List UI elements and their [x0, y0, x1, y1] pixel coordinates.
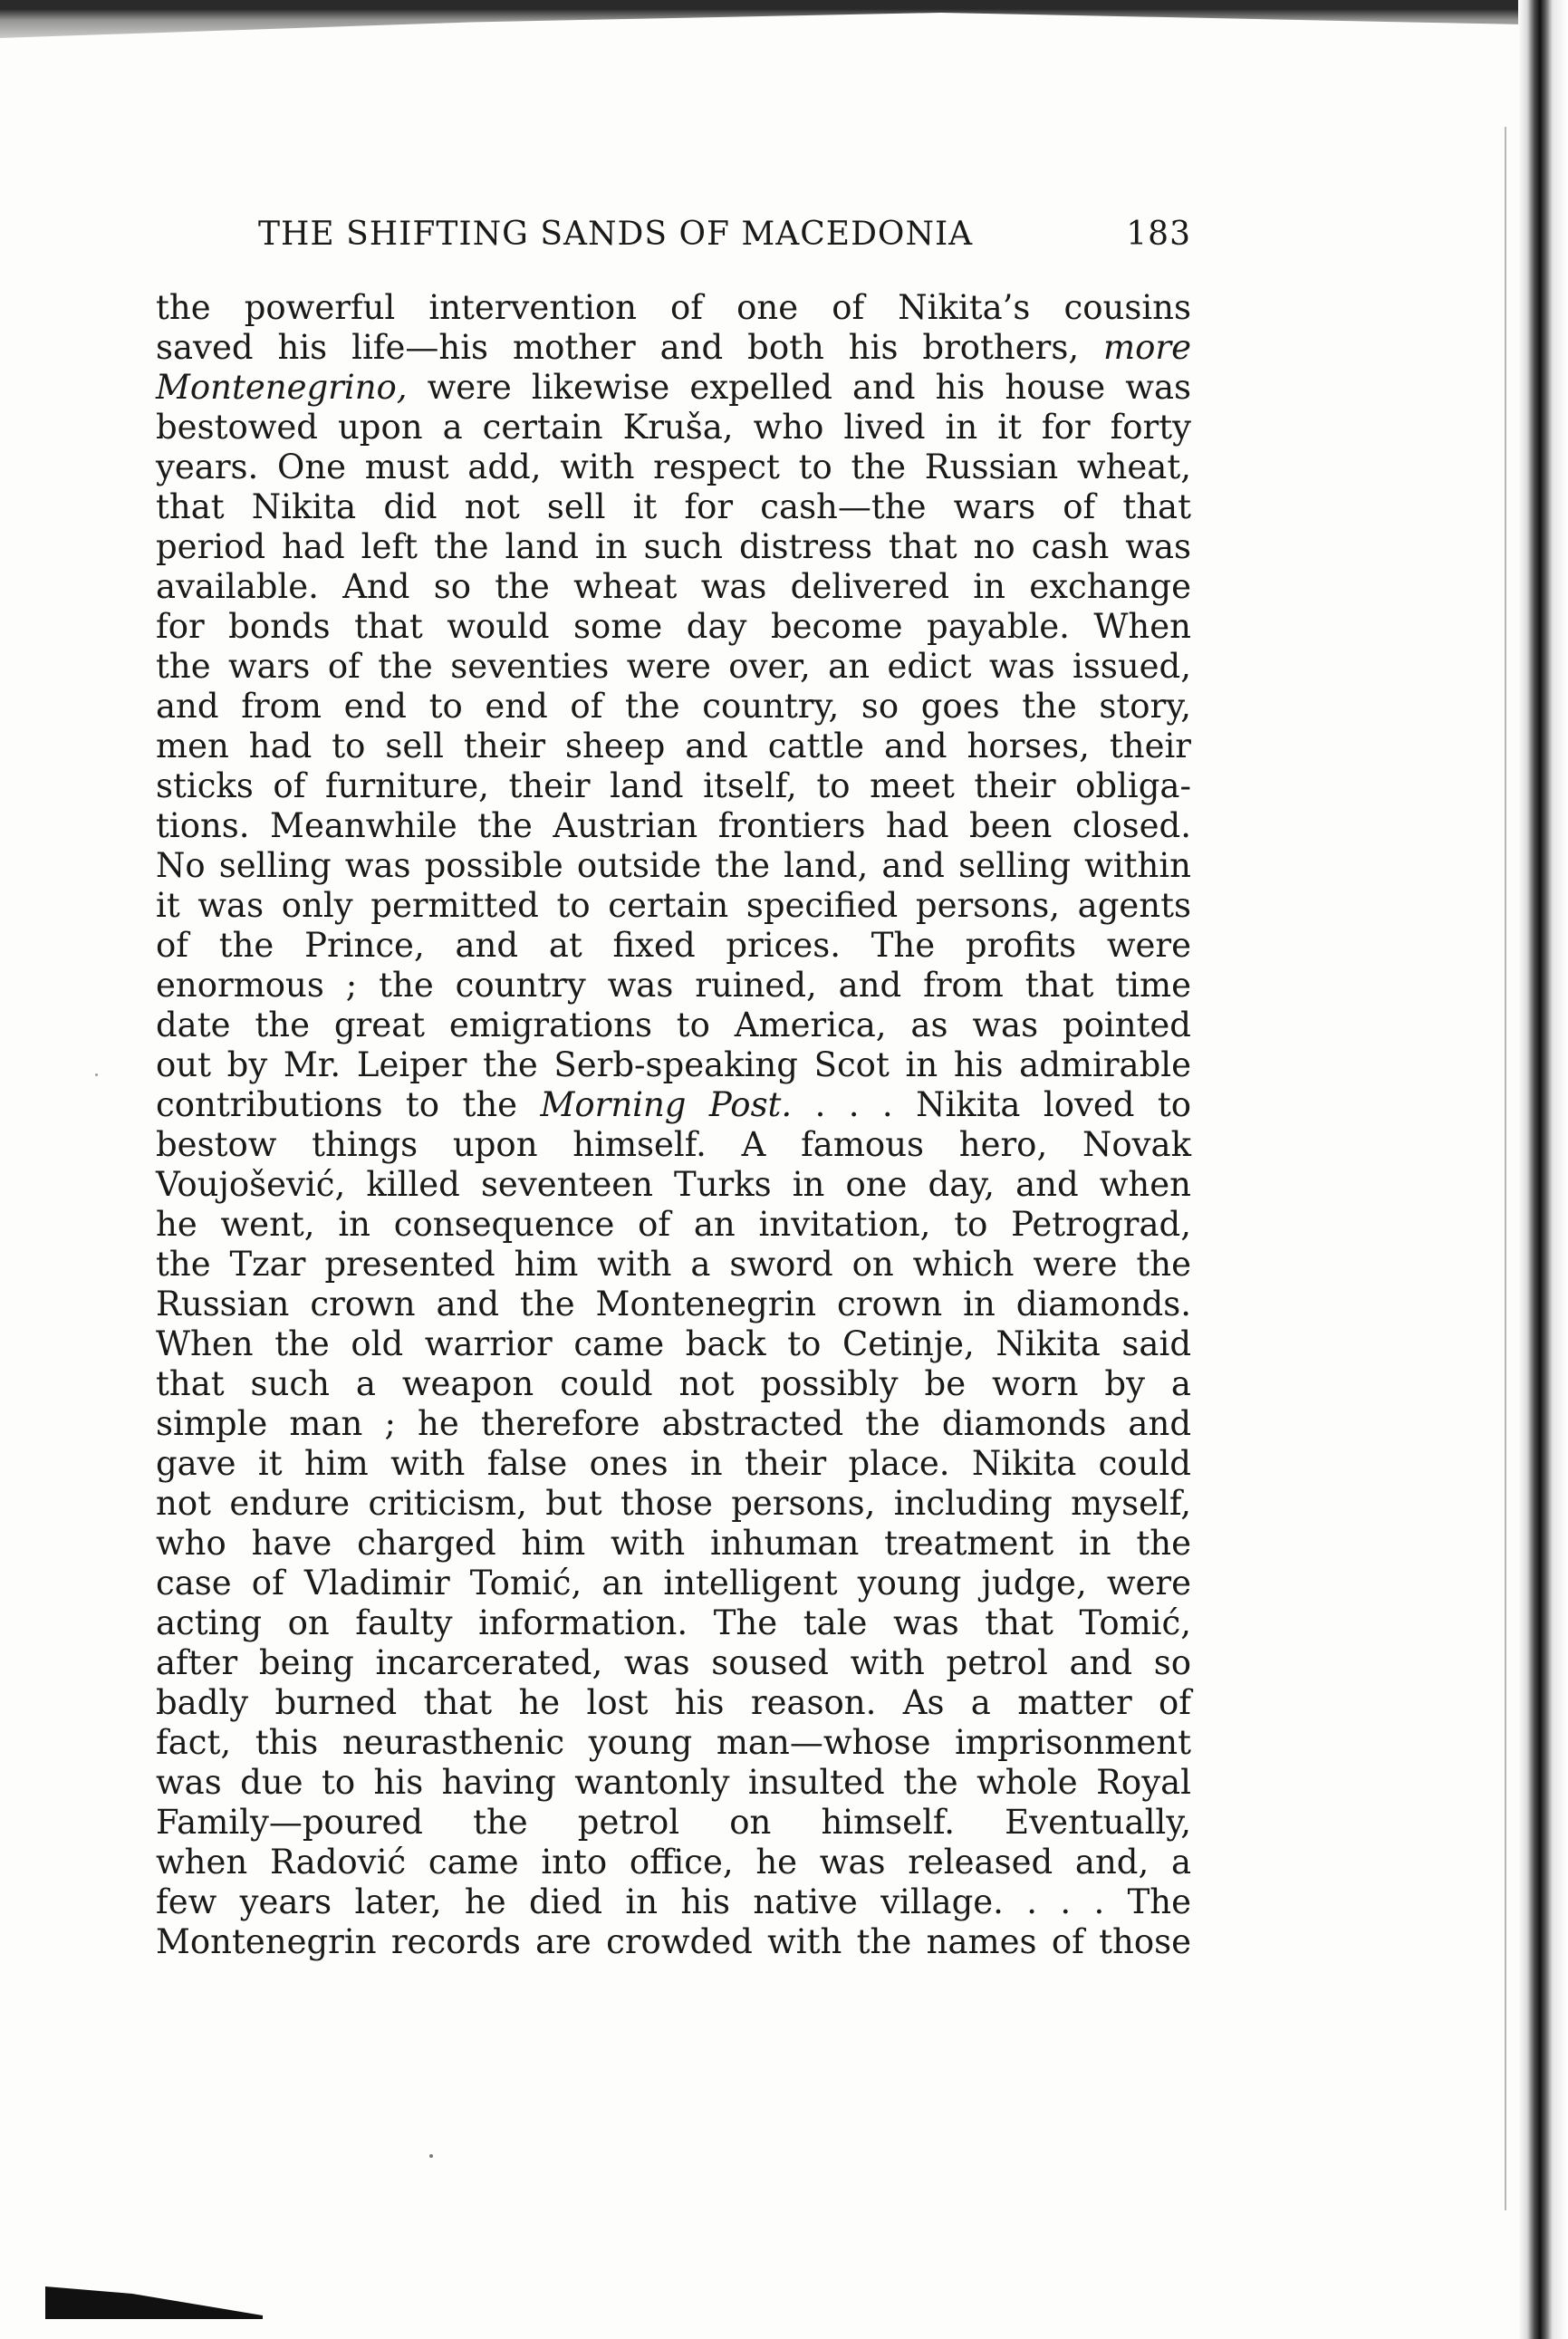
text-line: the Tzar presented him with a sword on which were the	[156, 1245, 1191, 1284]
text-line: was due to his having wantonly insulted the whole Royal	[156, 1763, 1191, 1802]
running-title: THE SHIFTING SANDS OF MACEDONIA	[258, 216, 974, 253]
scan-smudge	[45, 2283, 263, 2319]
speck	[95, 1073, 98, 1076]
page-edge-line	[1505, 127, 1506, 2210]
italic-phrase: Morning Post.	[540, 1085, 793, 1124]
binding-edge	[1518, 0, 1568, 2339]
text-line: available. And so the wheat was delivered in exchange	[156, 567, 1191, 606]
text-line: acting on faulty information. The tale was that Tomić,	[156, 1603, 1191, 1642]
text-line: simple man ; he therefore abstracted the diamonds and	[156, 1404, 1191, 1443]
page-number: 183	[1126, 216, 1191, 253]
text-line: tions. Meanwhile the Austrian frontiers had been closed.	[156, 806, 1191, 845]
text-line: Russian crown and the Montenegrin crown in diamonds.	[156, 1285, 1191, 1324]
running-header	[258, 216, 1191, 263]
text-line: for bonds that would some day become payable. When	[156, 607, 1191, 646]
speck	[429, 2154, 433, 2158]
text-line: it was only permitted to certain specified persons, agents	[156, 886, 1191, 925]
scan-shadow-top	[0, 0, 1568, 63]
text-line: When the old warrior came back to Cetinje, Nikita said	[156, 1324, 1191, 1363]
text-line: case of Vladimir Tomić, an intelligent young judge, were	[156, 1564, 1191, 1603]
text-line: Montenegrino, were likewise expelled and his house was	[156, 368, 1191, 407]
text-line: when Radović came into office, he was released and, a	[156, 1843, 1191, 1882]
text-line: badly burned that he lost his reason. As a matter of	[156, 1683, 1191, 1722]
text-line: the wars of the seventies were over, an edict was issued,	[156, 647, 1191, 686]
text-line: and from end to end of the country, so goes the story,	[156, 687, 1191, 726]
text-line: of the Prince, and at fixed prices. The profits were	[156, 926, 1191, 965]
text-line: bestow things upon himself. A famous hero, Novak	[156, 1125, 1191, 1164]
text-line: that such a weapon could not possibly be worn by a	[156, 1364, 1191, 1403]
text-line: out by Mr. Leiper the Serb-speaking Scot in his admirable	[156, 1045, 1191, 1084]
italic-phrase: Montenegrino,	[156, 368, 408, 407]
text-line: enormous ; the country was ruined, and from that time	[156, 966, 1191, 1005]
text-line: that Nikita did not sell it for cash—the wars of that	[156, 487, 1191, 526]
text-line: Family—poured the petrol on himself. Eventually,	[156, 1803, 1191, 1842]
body-text	[156, 288, 1191, 1962]
text-line: bestowed upon a certain Kruša, who lived in it for forty	[156, 408, 1191, 447]
text-line: the powerful intervention of one of Nikita’s cousins	[156, 288, 1191, 327]
text-line: gave it him with false ones in their place. Nikita could	[156, 1444, 1191, 1483]
text-line: he went, in consequence of an invitation, to Petrograd,	[156, 1205, 1191, 1244]
text-line: years. One must add, with respect to the Russian wheat,	[156, 448, 1191, 486]
text-line: period had left the land in such distress that no cash was	[156, 527, 1191, 566]
text-line: saved his life—his mother and both his brothers, more	[156, 328, 1191, 367]
text-line: not endure criticism, but those persons, including myself,	[156, 1484, 1191, 1523]
text-line: men had to sell their sheep and cattle and horses, their	[156, 727, 1191, 765]
italic-phrase: more	[1103, 328, 1191, 367]
text-line: after being incarcerated, was soused with petrol and so	[156, 1643, 1191, 1682]
text-line: date the great emigrations to America, as was pointed	[156, 1006, 1191, 1044]
text-line: fact, this neurasthenic young man—whose imprisonment	[156, 1723, 1191, 1762]
text-line: few years later, he died in his native village. . . . The	[156, 1882, 1191, 1921]
text-line: Voujošević, killed seventeen Turks in one day, and when	[156, 1165, 1191, 1204]
text-line: who have charged him with inhuman treatment in the	[156, 1524, 1191, 1563]
text-line: Montenegrin records are crowded with the names of those	[156, 1922, 1191, 1961]
text-line: sticks of furniture, their land itself, to meet their obliga-	[156, 766, 1191, 805]
text-line: No selling was possible outside the land, and selling within	[156, 846, 1191, 885]
text-line: contributions to the Morning Post. . . . Nikita loved to	[156, 1085, 1191, 1124]
